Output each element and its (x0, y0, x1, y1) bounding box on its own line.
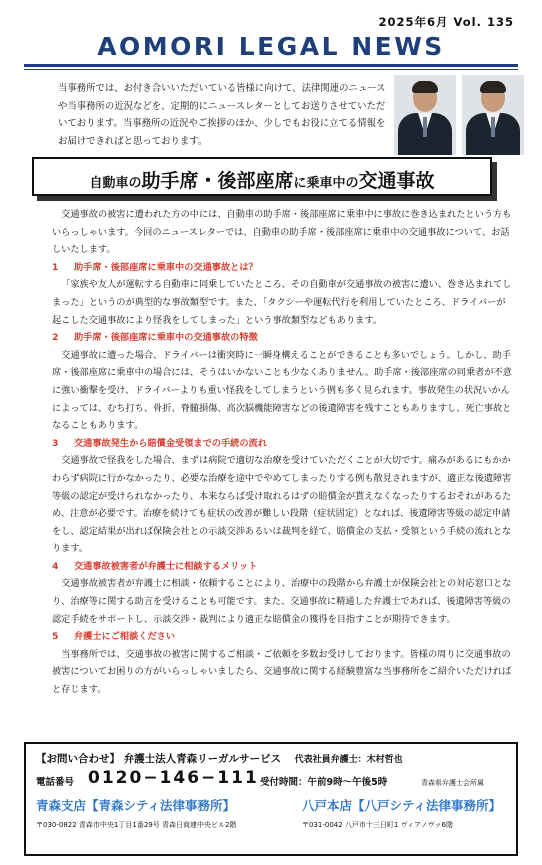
hachinohe-address: 〒031-0042 八戸市十三日町1 ヴィアノヴァ6階 (302, 821, 454, 829)
article-body (52, 206, 512, 699)
representative: 代表社員弁護士：木村哲也 (294, 755, 403, 765)
aomori-address: 〒030-0822 青森市中央1丁目1番29号 青森日商連中央ビル2階 (36, 821, 237, 829)
section-text-1: 「家族や友人が運転する自動車に同乗していたところ、その自動車が交通事故の被害に遭い、巻き込まれてしまった」というのが典型的な事故類型です。また、「タクシーや運転代行を利用していたところ、ドライバーが起こした交通事故により怪我をしてしまった」という事故類型などもあります。 (52, 279, 512, 326)
section-text-2: 交通事故に遭った場合、ドライバーは衝突時に一瞬身構えることができることも多いでしょう。しかし、助手席・後部座席に乗車中の場合には、そうはいかないことも少なくありません。助手席・後部座席の同乗者が不意に強い衝撃を受け、ドライバーよりも重い怪我をしてしまうという例も多く見られます。事故発生の状況いかんによっては、むち打ち、骨折、脊髄損傷、高次脳機能障害などの後遺障害を残すこともありますし、死亡事故となることもあります。 (52, 349, 512, 432)
section-text-4: 交通事故被害者が弁護士に相談・依頼することにより、治療中の段階から弁護士が保険会社との対応窓口となり、治療等に関する助言を受けることも可能です。また、交通事故に精通した弁護士であれば、後遺障害等級の認定手続をサポートし、示談交渉・裁判により適正な賠償金の獲得を目指すことが期待できます。 (52, 578, 512, 625)
section-heading-1: 1 助手席・後部座席に乗車中の交通事故とは？ (52, 261, 258, 273)
section-text-3: 交通事故で怪我をした場合、まずは病院で適切な治療を受けていただくことが大切です。痛みがあるにもかかわらず病院に行かなかったり、必要な治療を途中でやめてしまったりする例も散見されますが、適正な後遺障害等級の認定が受けられなかったり、本来ならば受け取れるはずの賠償金が貰えなくなったりするおそれがあるため、注意が必要です。治療を続けても症状の改善が難しい段階（症状固定）となれば、後遺障害等級の認定申請をし、認定結果が出れば保険会社との示談交渉あるいは裁判を経て、賠償金の支払・受領という手続の流れとなります。 (52, 455, 512, 555)
title-part-4: 交通事故 (358, 170, 435, 192)
article-lead: 交通事故の被害に遭われた方の中には、自動車の助手席・後部座席に乗車中に事故に巻き込まれたという方もいらっしゃいます。今回のニュースレターでは、自動車の助手席・後部座席に乗車中の交通事故について、お話しいたします。 (52, 209, 512, 256)
lawyer-photo-2 (462, 75, 524, 155)
section-heading-3: 3 交通事故発生から賠償金受領までの手続の流れ (52, 437, 267, 449)
aomori-branch: 青森支店【青森シティ法律事務所】 (36, 798, 236, 813)
title-part-3: に乗車中の (293, 176, 359, 191)
issue-number: 2025年6月 Vol. 135 (378, 15, 514, 29)
office-hours: 受付時間：午前9時〜午後5時 (260, 777, 388, 788)
masthead-rule (24, 64, 518, 67)
masthead-title: AOMORI LEGAL NEWS (97, 32, 445, 61)
section-heading-2: 2 助手席・後部座席に乗車中の交通事故の特徴 (52, 332, 258, 344)
hachinohe-branch: 八戸本店【八戸シティ法律事務所】 (302, 798, 502, 813)
tel-label: 電話番号 (36, 777, 75, 788)
lawyer-photo-1 (394, 75, 456, 155)
section-text-5: 当事務所では、交通事故の被害に関するご相談・ご依頼を多数お受けしております。皆様の周りに交通事故の被害についてお困りの方がいらっしゃいましたら、交通事故に関する経験豊富な当事務所をご紹介いただければと存じます。 (52, 648, 512, 696)
masthead-rule-thin (24, 69, 518, 70)
article-title-box (32, 157, 492, 196)
title-part-2: 助手席・後部座席 (141, 170, 294, 192)
phone-number[interactable]: 0120−146−111 (88, 768, 259, 788)
bar-association: 青森県弁護士会所属 (421, 779, 484, 787)
title-part-1: 自動車の (89, 176, 142, 191)
section-heading-5: 5 弁護士にご相談ください (52, 631, 176, 643)
contact-line (36, 751, 403, 766)
contact-footer (24, 742, 518, 856)
intro-text: 当事務所では、お付き合いいただいている皆様に向けて、法律関連のニュースや当事務所の近況などを、定期的にニュースレターとしてお送りさせていただいております。当事務所の近況やご挨拶のほか、少しでもお役に立てる情報をお届けできればと思っております。 (58, 83, 386, 147)
section-heading-4: 4 交通事故被害者が弁護士に相談するメリット (52, 560, 258, 572)
firm-name: 【お問い合わせ】 弁護士法人青森リーガルサービス (36, 753, 281, 765)
